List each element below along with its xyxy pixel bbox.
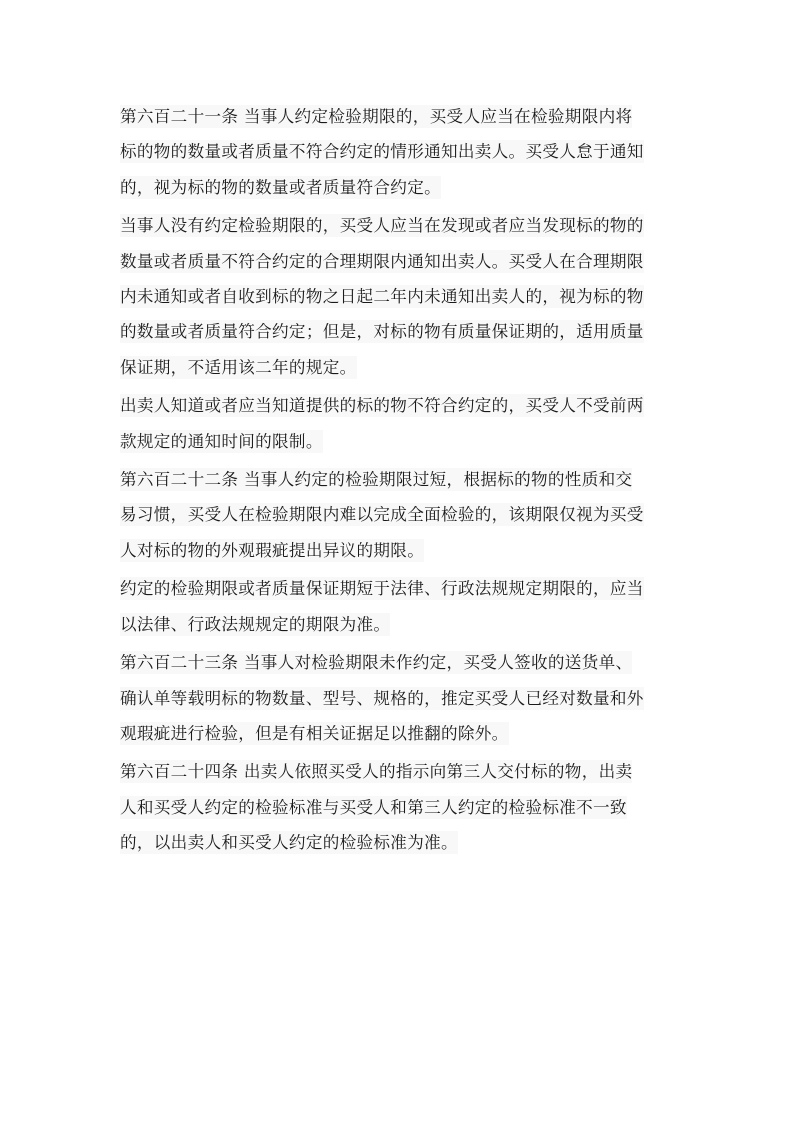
- paragraph-article-623: [120, 645, 680, 751]
- text-line: 的数量或者质量符合约定；但是，对标的物有质量保证期的，适用质量: [120, 322, 644, 342]
- text-line: 第六百二十四条 出卖人依照买受人的指示向第三人交付标的物，出卖: [120, 762, 633, 782]
- text-line: 第六百二十三条 当事人对检验期限未作约定，买受人签收的送货单、: [120, 653, 633, 673]
- text-line: 人和买受人约定的检验标准与买受人和第三人约定的检验标准不一致: [120, 797, 627, 817]
- text-line: 约定的检验期限或者质量保证期短于法律、行政法规规定期限的，应当: [120, 579, 644, 599]
- paragraph-article-622: [120, 462, 680, 568]
- text-line: 的，视为标的物的数量或者质量符合约定。: [120, 177, 441, 197]
- text-line: 的，以出卖人和买受人约定的检验标准为准。: [120, 833, 458, 853]
- text-line: 出卖人知道或者应当知道提供的标的物不符合约定的，买受人不受前两: [120, 396, 644, 416]
- text-line: 确认单等载明标的物数量、型号、规格的，推定买受人已经对数量和外: [120, 688, 644, 708]
- text-line: 以法律、行政法规规定的期限为准。: [120, 614, 391, 634]
- paragraph-article-624: [120, 754, 680, 860]
- text-line: 内未通知或者自收到标的物之日起二年内未通知出卖人的，视为标的物: [120, 287, 644, 307]
- text-line: 款规定的通知时间的限制。: [120, 431, 323, 451]
- text-line: 标的物的数量或者质量不符合约定的情形通知出卖人。买受人怠于通知: [120, 142, 644, 162]
- text-line: 易习惯，买受人在检验期限内难以完成全面检验的，该期限仅视为买受: [120, 505, 644, 525]
- text-line: 数量或者质量不符合约定的合理期限内通知出卖人。买受人在合理期限: [120, 251, 644, 271]
- paragraph-no-inspection-period: [120, 208, 680, 385]
- text-line: 人对标的物的外观瑕疵提出异议的期限。: [120, 540, 425, 560]
- text-line: 观瑕疵进行检验，但是有相关证据足以推翻的除外。: [120, 723, 509, 743]
- paragraph-seller-knowledge: [120, 388, 680, 459]
- text-line: 保证期，不适用该二年的规定。: [120, 357, 357, 377]
- paragraph-article-621: [120, 99, 680, 205]
- paragraph-short-period: [120, 571, 680, 642]
- text-line: 第六百二十二条 当事人约定的检验期限过短，根据标的物的性质和交: [120, 470, 633, 490]
- text-line: 当事人没有约定检验期限的，买受人应当在发现或者应当发现标的物的: [120, 216, 644, 236]
- document-body: [120, 99, 680, 864]
- text-line: 第六百二十一条 当事人约定检验期限的，买受人应当在检验期限内将: [120, 107, 633, 126]
